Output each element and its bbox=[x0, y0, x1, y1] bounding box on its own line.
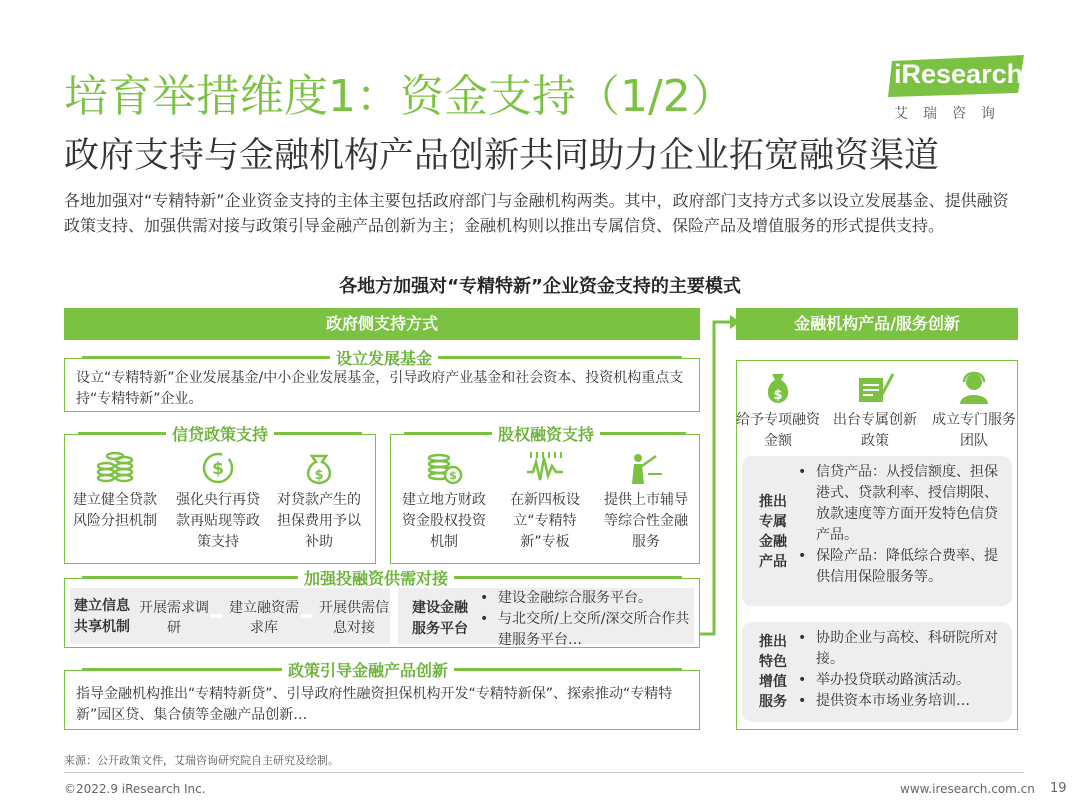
intro-paragraph: 各地加强对“专精特新”企业资金支持的主体主要包括政府部门与金融机构两类。其中，政府部门支持方式多以设立发展基金、提供融资政策支持、加强供需对接与政策引导金融产品创新为主；金融机构则以推出专属信贷、保险产品及增值服务的形式提供支持。 bbox=[64, 191, 1009, 235]
money-bag-icon bbox=[758, 368, 798, 408]
service-team-icon bbox=[954, 368, 994, 408]
footer-divider bbox=[64, 772, 1024, 773]
svg-text:$: $ bbox=[212, 459, 224, 479]
list-item: • 与北交所/上交所/深交所合作共建服务平台… bbox=[476, 609, 694, 651]
page-number: 19 bbox=[1050, 781, 1067, 796]
arrow-right-icon: ➡ bbox=[300, 606, 314, 625]
stock-chart-icon bbox=[525, 448, 565, 488]
website-link[interactable]: www.iresearch.com.cn bbox=[900, 782, 1035, 796]
logo-cn-text: 艾瑞咨询 bbox=[894, 106, 1010, 122]
matching-step: 开展供需信息对接 bbox=[319, 600, 389, 636]
products-bullets bbox=[794, 462, 1010, 588]
finance-icon-label: 出台专属创新政策 bbox=[833, 412, 917, 449]
fund-desc: 设立“专精特新”企业发展基金/中小企业发展基金，引导政府产业基金和社会资本、投资机构重点支持“专精特新”企业。 bbox=[76, 370, 684, 407]
list-item: • 建设金融综合服务平台。 bbox=[476, 588, 694, 609]
services-label: 推出特色增值服务 bbox=[759, 634, 787, 710]
products-label: 推出专属金融产品 bbox=[759, 494, 787, 570]
finance-header: 金融机构产品/服务创新 bbox=[736, 308, 1018, 340]
policy-title: 政策引导金融产品创新 bbox=[282, 658, 454, 681]
dollar-cycle-icon bbox=[198, 448, 238, 488]
svg-text:$: $ bbox=[773, 388, 783, 403]
coin-dollar-icon bbox=[424, 448, 464, 488]
list-item: • 提供资本市场业务培训… bbox=[794, 691, 1010, 712]
fund-title: 设立发展基金 bbox=[330, 346, 438, 369]
coin-stack-icon bbox=[95, 448, 135, 488]
list-item: • 信贷产品：从授信额度、担保港式、贷款利率、授信期限、放款速度等方面开发特色信贷产品。 bbox=[794, 462, 1010, 546]
source-note: 来源：公开政策文件，艾瑞咨询研究院自主研究及绘制。 bbox=[64, 754, 339, 767]
credit-title: 信贷政策支持 bbox=[166, 422, 274, 445]
finance-platform-label: 建设金融服务平台 bbox=[412, 600, 468, 637]
arrow-right-icon: ➡ bbox=[210, 606, 224, 625]
matching-title: 加强投融资供需对接 bbox=[298, 566, 454, 589]
credit-item-label: 强化央行再贷款再贴现等政策支持 bbox=[176, 492, 260, 550]
list-item: • 协助企业与高校、科研院所对接。 bbox=[794, 628, 1010, 670]
equity-title: 股权融资支持 bbox=[492, 422, 600, 445]
services-bullets bbox=[794, 628, 1010, 712]
credit-item-label: 对贷款产生的担保费用予以补助 bbox=[277, 492, 361, 550]
equity-item-label: 提供上市辅导等综合性金融服务 bbox=[604, 492, 688, 550]
platform-bullets bbox=[476, 588, 694, 651]
money-bag-icon bbox=[299, 448, 339, 488]
svg-text:$: $ bbox=[449, 469, 457, 482]
credit-item-label: 建立健全贷款风险分担机制 bbox=[73, 492, 157, 529]
iresearch-logo bbox=[882, 55, 1032, 123]
gov-support-header: 政府侧支持方式 bbox=[64, 308, 700, 340]
copyright: ©2022.9 iResearch Inc. bbox=[64, 782, 206, 796]
matching-step: 开展需求调研 bbox=[139, 600, 209, 636]
page-title: 培育举措维度1：资金支持（1/2） bbox=[64, 71, 735, 122]
finance-icon-label: 给予专项融资金额 bbox=[736, 412, 820, 449]
diagram-title: 各地方加强对“专精特新”企业资金支持的主要模式 bbox=[339, 276, 741, 297]
policy-desc: 指导金融机构推出“专精特新贷”、引导政府性融资担保机构开发“专精特新保”、探索推动“专精特新”园区贷、集合债等金融产品创新… bbox=[76, 686, 673, 723]
list-item: • 保险产品：降低综合费率、提供信用保险服务等。 bbox=[794, 546, 1010, 588]
list-item: • 举办投贷联动路演活动。 bbox=[794, 670, 1010, 691]
connector-arrow-icon bbox=[700, 310, 740, 640]
matching-step: 建立融资需求库 bbox=[229, 600, 299, 636]
presenter-icon bbox=[626, 448, 666, 488]
equity-item-label: 建立地方财政资金股权投资机制 bbox=[402, 492, 486, 550]
equity-item-label: 在新四板设立“专精特新”专板 bbox=[510, 492, 580, 550]
page-subtitle: 政府支持与金融机构产品创新共同助力企业拓宽融资渠道 bbox=[64, 136, 940, 176]
info-sharing-label: 建立信息共享机制 bbox=[74, 598, 130, 635]
svg-text:$: $ bbox=[314, 468, 324, 483]
policy-document-icon bbox=[855, 368, 895, 408]
logo-text: iResearch bbox=[894, 59, 1024, 89]
finance-icon-label: 成立专门服务团队 bbox=[932, 412, 1016, 449]
